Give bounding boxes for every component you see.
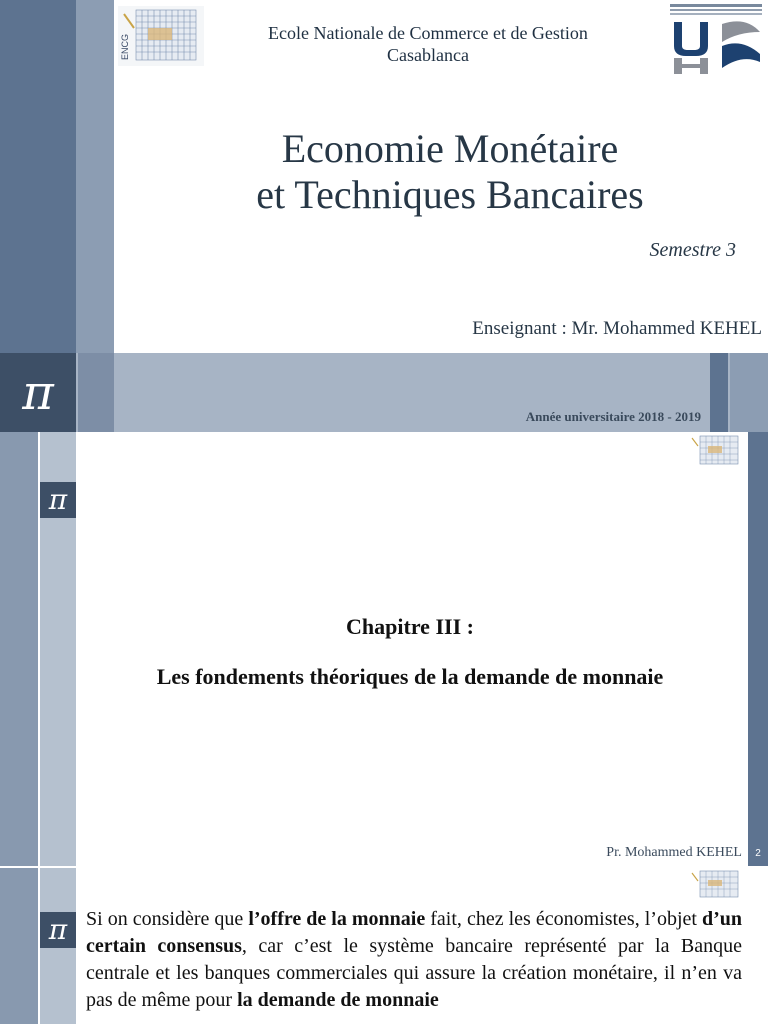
- school-name: [204, 22, 652, 66]
- slide1-left-band-light: [76, 0, 116, 353]
- school-name-line1: Ecole Nationale de Commerce et de Gestion: [268, 23, 588, 43]
- semester-label: Semestre 3: [649, 239, 736, 261]
- slide-separator: [0, 866, 768, 868]
- slide1-left-band: [0, 0, 76, 353]
- slide2-right-band: [748, 432, 768, 840]
- encg-logo: [118, 6, 204, 66]
- course-title: [160, 126, 740, 218]
- slide1-bottom-mid-block: [78, 353, 114, 432]
- slide3-left-band: [0, 868, 38, 1024]
- paragraph-emphasis: la demande de monnaie: [237, 989, 439, 1011]
- paragraph-text: fait, chez les économistes, l’objet: [425, 908, 702, 930]
- uh2c-logo: [666, 2, 766, 74]
- paragraph-text: Si on considère que: [86, 908, 249, 930]
- paragraph-emphasis: l’offre de la monnaie: [248, 908, 426, 930]
- paragraph-emphasis: d’un certain consensus: [86, 908, 743, 957]
- slide1-bottom-right-block: [710, 353, 728, 432]
- slide1-left-divider: [114, 0, 117, 353]
- chapter-number: Chapitre III :: [346, 614, 474, 639]
- academic-year-label: Année universitaire 2018 - 2019: [525, 409, 701, 424]
- slide3-pi-icon: π: [40, 912, 76, 948]
- slide2-pi-icon: π: [40, 482, 76, 518]
- teacher-label: Enseignant : Mr. Mohammed KEHEL: [472, 318, 762, 339]
- slide1-bottom-right-block-light: [730, 353, 768, 432]
- body-paragraph: [86, 906, 742, 1014]
- encg-logo-small: [690, 434, 740, 468]
- svg-text:ENCG: ENCG: [120, 33, 130, 60]
- slide1-pi-icon: π: [0, 353, 76, 432]
- paragraph-text: , car c’est le système bancaire représenté par la Banque centrale et les banques commerciales qui assure la création monétaire, il n’en va pas de même pour: [86, 935, 742, 1011]
- course-title-line2: et Techniques Bancaires: [256, 172, 644, 217]
- slide-footer-author: Pr. Mohammed KEHEL: [606, 845, 742, 860]
- course-title-line1: Economie Monétaire: [281, 126, 619, 171]
- school-name-line2: Casablanca: [387, 45, 469, 65]
- slide-page-number: 2: [748, 840, 768, 866]
- slide2-left-band: [0, 432, 38, 866]
- chapter-title: Les fondements théoriques de la demande de monnaie: [156, 664, 664, 689]
- encg-logo-small: [690, 870, 740, 900]
